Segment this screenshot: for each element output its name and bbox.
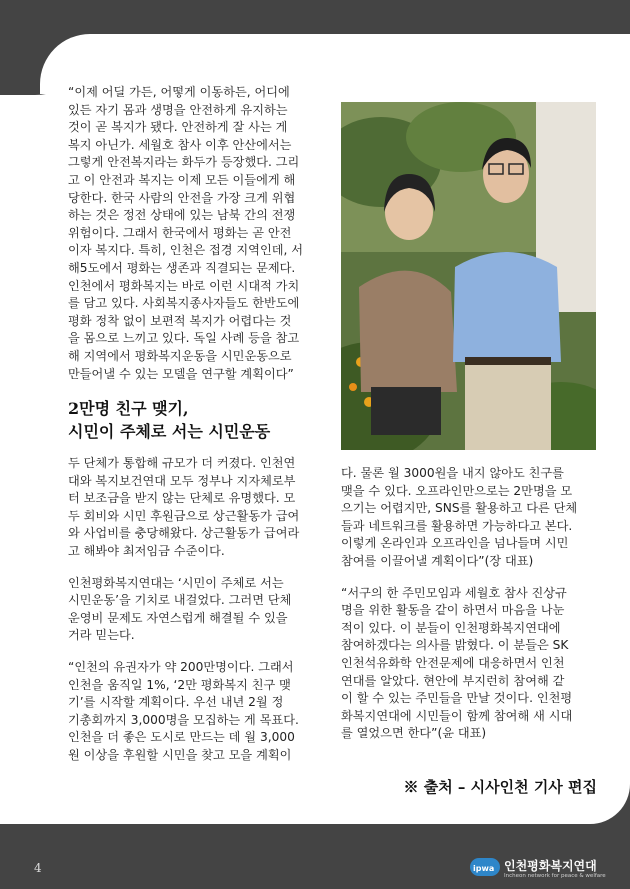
logo-badge-text: ipwa [473, 864, 495, 873]
logo-title: 인천평화복지연대 [504, 859, 597, 873]
section-heading: 2만명 친구 맺기, 시민이 주체로 서는 시민운동 [68, 399, 271, 442]
residents-quote-paragraph: “서구의 한 주민모임과 세월호 참사 진상규 명을 위한 활동을 같이 하면서 마음을 나눈 적이 있다. 이 분들이 인천평화복지연대에 참여하겠다는 의사를 밝혔다. 이 분들은 SK 인천석유화학 안전문제에 대응하면서 인천 연대를 알았다. 현안에 부지런히 참여해 같 이 할 수 있는 주민들을 만날 것이다. 인천평 화복지연대에 시민들이 함께 참여해 새 시대 를 열었으면 한다”(윤 대표) [341, 585, 573, 741]
citizen-movement-paragraph: 인천평화복지연대는 ‘시민이 주체로 서는 시민운동’을 기치로 내걸었다. 그러면 단체 운영비 문제도 자연스럽게 해결될 수 있을 거라 믿는다. [68, 575, 292, 643]
quote-safety-welfare: “이제 어딜 가든, 어떻게 이동하든, 어디에 있든 자기 몸과 생명을 안전하게 유지하는 것이 곧 복지가 됐다. 안전하게 잘 사는 게 복지 아닌가. 세월호 참사 이후 안산에서는 그렇게 안전복지라는 화두가 등장했다. 그리 고 이 안전과 복지는 이제 모든 이들에게 해 당한다. 한국 사람의 안전을 가장 크게 위협 하는 것은 정전 상태에 있는 남북 간의 전쟁 위험이다. 그래서 한국에서 평화는 곧 안전 이자 복지다. 특히, 인천은 접경 지역인데, 서 해5도에서 평화는 생존과 직결되는 문제다. 인천에서 평화복지는 바로 이런 시대적 가치 를 담고 있다. 사회복지종사자들도 한반도에 평화 정착 없이 보편적 복지가 어렵다는 것 을 몸으로 느끼고 있다. 독일 사례 등을 참고 해 지역에서 평화복지운동을 시민운동으로 만들어낼 수 있는 모델을 연구할 계획이다” [68, 85, 304, 381]
right-column [341, 465, 597, 757]
logo-subtitle: Incheon network for peace & welfare [504, 873, 606, 879]
left-column [68, 84, 324, 779]
portrait-illustration [341, 102, 596, 450]
page-number: 4 [34, 861, 42, 875]
sns-plan-paragraph: 다. 물론 월 3000원을 내지 않아도 친구를 맺을 수 있다. 오프라인만으로는 2만명을 모 으기는 어렵지만, SNS를 활용하고 다른 단체 들과 네트워크를 활용하면 가능하다고 본다. 이렇게 온라인과 오프라인을 넘나들며 시민 참여를 이끌어낼 계획이다”(장 대표) [341, 466, 578, 568]
portrait-photo [341, 102, 596, 450]
organization-logo [470, 855, 625, 883]
source-credit: ※ 출처 – 시사인천 기사 편집 [403, 778, 597, 796]
merger-paragraph: 두 단체가 통합해 규모가 더 커졌다. 인천연 대와 복지보건연대 모두 정부나 지자체로부 터 보조금을 받지 않는 단체로 유명했다. 모 두 회비와 시민 후원금으로 상근활동가 급여 와 사업비를 충당해왔다. 상근활동가 급여라 고 해봐야 최저임금 수준이다. [68, 456, 300, 559]
logo-badge [470, 858, 500, 876]
voters-quote-paragraph: “인천의 유권자가 약 200만명이다. 그래서 인천을 움직일 1%, ‘2만 평화복지 친구 맺 기’를 시작할 계획이다. 우선 내년 2월 정 기총회까지 3,000명을 모집하는 게 목표다. 인천을 더 좋은 도시로 만드는 데 월 3,000 원 이상을 후원할 시민을 찾고 모을 계획이 [68, 660, 299, 762]
